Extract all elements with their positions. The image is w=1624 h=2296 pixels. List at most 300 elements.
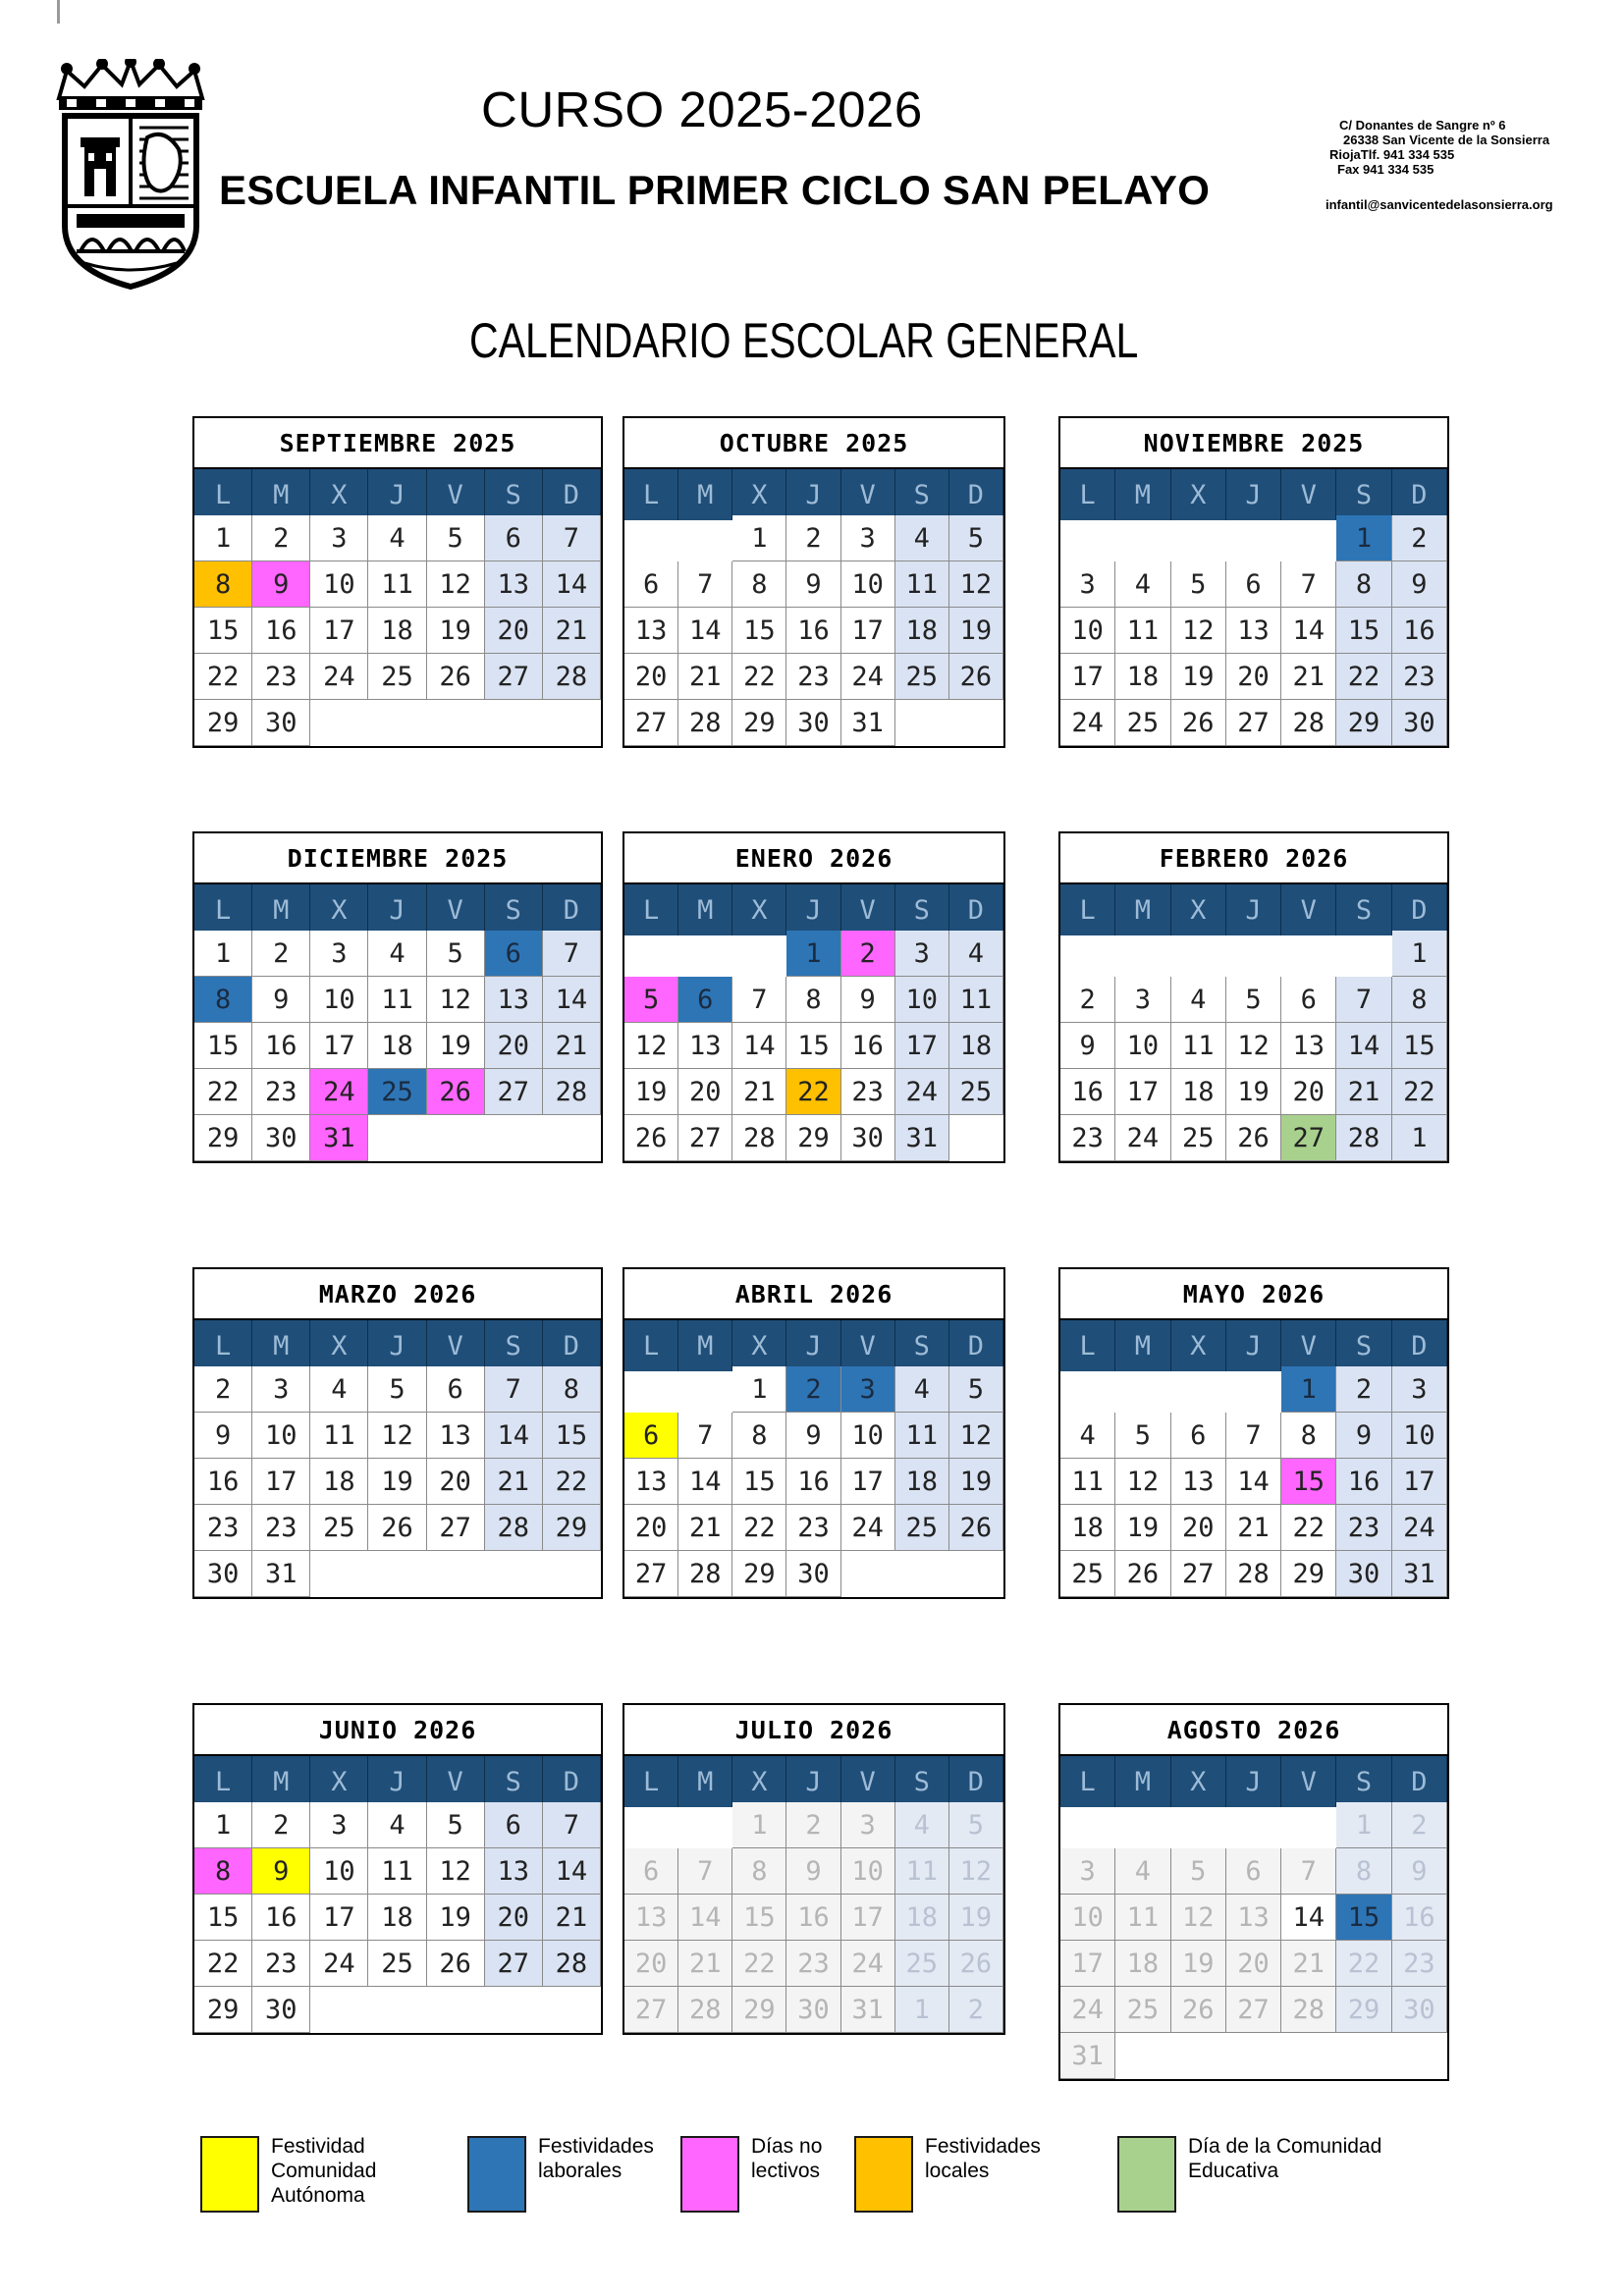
- day-cell: 26: [949, 1505, 1003, 1551]
- day-cell: 19: [1171, 654, 1226, 700]
- day-cell: 23: [1392, 1941, 1447, 1987]
- day-cell: 26: [427, 654, 485, 700]
- day-cell: 18: [1115, 1941, 1170, 1987]
- day-cell: 9: [252, 977, 310, 1023]
- day-cell: 17: [1115, 1069, 1170, 1115]
- weekday-header: X: [732, 1756, 786, 1807]
- day-cell: 11: [949, 977, 1003, 1023]
- weekday-header: V: [1281, 884, 1336, 935]
- day-cell: 25: [949, 1069, 1003, 1115]
- day-cell: 14: [732, 1023, 786, 1069]
- day-cell: 18: [1115, 654, 1170, 700]
- day-cell: 23: [1336, 1505, 1391, 1551]
- weekday-header: V: [1281, 1320, 1336, 1371]
- weekday-header: M: [252, 1756, 310, 1807]
- day-cell: 9: [194, 1413, 252, 1459]
- coat-of-arms-logo: [37, 59, 224, 291]
- day-cell: 1: [732, 1802, 786, 1848]
- day-cell: 1: [732, 515, 786, 561]
- empty-cell: [1171, 1366, 1226, 1413]
- empty-cell: [1281, 1802, 1336, 1848]
- weekday-header: D: [1392, 884, 1447, 935]
- weekday-header: M: [678, 469, 732, 520]
- day-cell: 30: [841, 1115, 895, 1161]
- day-cell: 28: [1281, 700, 1336, 746]
- weekday-header: D: [949, 469, 1003, 520]
- day-cell: 2: [786, 1802, 840, 1848]
- day-cell: 25: [310, 1505, 368, 1551]
- day-cell: 4: [1115, 1848, 1170, 1895]
- day-cell: 16: [786, 608, 840, 654]
- day-cell: 18: [310, 1459, 368, 1505]
- day-cell: 12: [427, 1848, 485, 1895]
- empty-cell: [624, 1802, 678, 1848]
- day-cell: 17: [1392, 1459, 1447, 1505]
- weekday-header: X: [732, 469, 786, 520]
- contact-email[interactable]: infantil@sanvicentedelasonsierra.org: [1326, 197, 1553, 212]
- day-cell: 23: [786, 1941, 840, 1987]
- weekday-header: X: [310, 469, 368, 520]
- day-cell: 3: [252, 1366, 310, 1413]
- day-cell: 14: [1226, 1459, 1281, 1505]
- day-cell: 14: [543, 977, 601, 1023]
- legend-item: [200, 2136, 399, 2213]
- weekday-header: V: [427, 469, 485, 520]
- weekday-header: M: [252, 1320, 310, 1371]
- weekday-header: L: [1060, 1756, 1115, 1807]
- empty-cell: [1060, 1366, 1115, 1413]
- day-cell: 29: [732, 1551, 786, 1597]
- legend-item: [854, 2136, 1053, 2213]
- day-cell: 8: [194, 1848, 252, 1895]
- day-cell: 15: [732, 1895, 786, 1941]
- day-cell: 1: [194, 1802, 252, 1848]
- month-title: JULIO 2026: [624, 1705, 1003, 1756]
- day-cell: 30: [786, 700, 840, 746]
- day-cell: 23: [786, 654, 840, 700]
- day-cell: 12: [427, 561, 485, 608]
- empty-cell: [732, 931, 786, 977]
- day-cell: 26: [368, 1505, 426, 1551]
- day-cell: 12: [368, 1413, 426, 1459]
- day-cell: 14: [678, 608, 732, 654]
- day-cell: 26: [1171, 700, 1226, 746]
- legend-swatch: [680, 2136, 739, 2213]
- day-cell: 23: [786, 1505, 840, 1551]
- day-cell: 6: [624, 561, 678, 608]
- legend-item: [467, 2136, 666, 2213]
- day-cell: 5: [949, 1802, 1003, 1848]
- day-cell: 5: [1115, 1413, 1170, 1459]
- day-cell: 27: [485, 654, 543, 700]
- day-cell: 24: [310, 654, 368, 700]
- weekday-header: M: [1115, 1756, 1170, 1807]
- day-cell: 13: [624, 1895, 678, 1941]
- day-cell: 2: [252, 1802, 310, 1848]
- weekday-header: X: [732, 884, 786, 935]
- day-cell: 8: [1392, 977, 1447, 1023]
- day-cell: 8: [732, 1413, 786, 1459]
- day-cell: 16: [786, 1459, 840, 1505]
- weekday-header: J: [786, 1320, 840, 1371]
- day-cell: 31: [252, 1551, 310, 1597]
- day-cell: 29: [1336, 1987, 1391, 2033]
- day-cell: 21: [678, 1941, 732, 1987]
- day-cell: 10: [1060, 608, 1115, 654]
- day-cell: 14: [678, 1459, 732, 1505]
- day-cell: 26: [949, 1941, 1003, 1987]
- empty-cell: [678, 931, 732, 977]
- day-cell: 23: [252, 654, 310, 700]
- legend-swatch: [200, 2136, 259, 2213]
- day-cell: 10: [310, 561, 368, 608]
- day-cell: 22: [194, 1069, 252, 1115]
- day-cell: 2: [841, 931, 895, 977]
- legend-item: [680, 2136, 879, 2213]
- day-cell: 21: [543, 1023, 601, 1069]
- day-cell: 1: [732, 1366, 786, 1413]
- empty-cell: [1115, 1366, 1170, 1413]
- day-cell: 19: [427, 1895, 485, 1941]
- day-cell: 28: [543, 654, 601, 700]
- day-cell: 13: [678, 1023, 732, 1069]
- day-cell: 24: [310, 1941, 368, 1987]
- day-cell: 23: [252, 1069, 310, 1115]
- month-title: ABRIL 2026: [624, 1269, 1003, 1320]
- day-cell: 15: [1392, 1023, 1447, 1069]
- day-cell: 11: [895, 1413, 949, 1459]
- day-cell: 30: [786, 1987, 840, 2033]
- day-cell: 26: [1226, 1115, 1281, 1161]
- month-calendar: [1058, 1703, 1449, 2081]
- day-cell: 22: [194, 654, 252, 700]
- month-calendar: [1058, 416, 1449, 748]
- month-title: NOVIEMBRE 2025: [1060, 418, 1447, 469]
- day-cell: 17: [310, 1023, 368, 1069]
- day-cell: 7: [1281, 561, 1336, 608]
- day-cell: 15: [194, 1895, 252, 1941]
- day-cell: 13: [624, 1459, 678, 1505]
- day-cell: 28: [678, 700, 732, 746]
- day-cell: 27: [1281, 1115, 1336, 1161]
- legend-swatch: [1117, 2136, 1176, 2213]
- day-cell: 1: [1336, 515, 1391, 561]
- day-cell: 21: [1281, 1941, 1336, 1987]
- day-cell: 30: [1336, 1551, 1391, 1597]
- month-calendar: [623, 416, 1005, 748]
- day-cell: 28: [1336, 1115, 1391, 1161]
- day-cell: 3: [1060, 561, 1115, 608]
- day-cell: 12: [1171, 1895, 1226, 1941]
- school-name: ESCUELA INFANTIL PRIMER CICLO SAN PELAYO: [219, 167, 1211, 213]
- empty-cell: [1115, 1802, 1170, 1848]
- day-cell: 30: [786, 1551, 840, 1597]
- empty-cell: [624, 1366, 678, 1413]
- day-cell: 29: [1336, 700, 1391, 746]
- day-cell: 27: [485, 1069, 543, 1115]
- day-cell: 27: [1226, 700, 1281, 746]
- month-title: ENERO 2026: [624, 833, 1003, 884]
- contact-town: 26338 San Vicente de la Sonsierra: [1343, 133, 1550, 147]
- day-cell: 6: [485, 1802, 543, 1848]
- day-cell: 15: [194, 1023, 252, 1069]
- day-cell: 26: [624, 1115, 678, 1161]
- weekday-header: X: [732, 1320, 786, 1371]
- day-cell: 19: [427, 1023, 485, 1069]
- day-cell: 19: [949, 1895, 1003, 1941]
- day-cell: 3: [841, 515, 895, 561]
- day-cell: 5: [427, 931, 485, 977]
- day-cell: 10: [252, 1413, 310, 1459]
- month-calendar: [192, 831, 603, 1163]
- day-cell: 5: [949, 515, 1003, 561]
- weekday-header: L: [1060, 884, 1115, 935]
- day-cell: 5: [1226, 977, 1281, 1023]
- day-cell: 20: [485, 1023, 543, 1069]
- day-cell: 5: [949, 1366, 1003, 1413]
- weekday-header: D: [543, 1320, 601, 1371]
- day-cell: 16: [1060, 1069, 1115, 1115]
- day-cell: 9: [252, 1848, 310, 1895]
- day-cell: 4: [368, 1802, 426, 1848]
- day-cell: 8: [1336, 561, 1391, 608]
- weekday-header: J: [1226, 1756, 1281, 1807]
- day-cell: 6: [624, 1848, 678, 1895]
- day-cell: 1: [1392, 931, 1447, 977]
- day-cell: 11: [368, 1848, 426, 1895]
- day-cell: 30: [1392, 700, 1447, 746]
- empty-cell: [1226, 931, 1281, 977]
- contact-info: [1326, 118, 1610, 212]
- day-cell: 6: [1281, 977, 1336, 1023]
- day-cell: 31: [841, 1987, 895, 2033]
- weekday-header: V: [427, 1756, 485, 1807]
- day-cell: 8: [194, 561, 252, 608]
- day-cell: 18: [368, 1023, 426, 1069]
- weekday-header: M: [1115, 1320, 1170, 1371]
- day-cell: 14: [1336, 1023, 1391, 1069]
- day-cell: 29: [732, 700, 786, 746]
- day-cell: 11: [895, 1848, 949, 1895]
- day-cell: 3: [841, 1802, 895, 1848]
- day-cell: 21: [1281, 654, 1336, 700]
- day-cell: 16: [252, 1023, 310, 1069]
- day-cell: 28: [1281, 1987, 1336, 2033]
- empty-cell: [1171, 1802, 1226, 1848]
- day-cell: 11: [310, 1413, 368, 1459]
- day-cell: 9: [1060, 1023, 1115, 1069]
- day-cell: 22: [1336, 1941, 1391, 1987]
- day-cell: 1: [194, 515, 252, 561]
- empty-cell: [678, 1366, 732, 1413]
- weekday-header: D: [1392, 1756, 1447, 1807]
- weekday-header: S: [895, 1756, 949, 1807]
- empty-cell: [1060, 515, 1115, 561]
- month-calendar: [623, 1703, 1005, 2035]
- day-cell: 13: [624, 608, 678, 654]
- day-cell: 15: [543, 1413, 601, 1459]
- day-cell: 10: [1060, 1895, 1115, 1941]
- day-cell: 26: [1115, 1551, 1170, 1597]
- legend-label: Festividades laborales: [538, 2135, 654, 2182]
- day-cell: 20: [1226, 654, 1281, 700]
- day-cell: 12: [1115, 1459, 1170, 1505]
- day-cell: 17: [841, 1895, 895, 1941]
- weekday-header: M: [678, 1756, 732, 1807]
- day-cell: 9: [1336, 1413, 1391, 1459]
- day-cell: 7: [543, 931, 601, 977]
- day-cell: 27: [1171, 1551, 1226, 1597]
- day-cell: 18: [368, 1895, 426, 1941]
- day-cell: 16: [786, 1895, 840, 1941]
- day-cell: 24: [895, 1069, 949, 1115]
- weekday-header: L: [624, 884, 678, 935]
- day-cell: 15: [732, 1459, 786, 1505]
- day-cell: 6: [485, 931, 543, 977]
- weekday-header: D: [543, 469, 601, 520]
- day-cell: 8: [1281, 1413, 1336, 1459]
- day-cell: 4: [949, 931, 1003, 977]
- day-cell: 13: [485, 1848, 543, 1895]
- day-cell: 17: [841, 1459, 895, 1505]
- day-cell: 31: [1060, 2033, 1115, 2079]
- day-cell: 25: [1171, 1115, 1226, 1161]
- day-cell: 18: [368, 608, 426, 654]
- day-cell: 1: [1392, 1115, 1447, 1161]
- day-cell: 30: [252, 1115, 310, 1161]
- day-cell: 2: [1060, 977, 1115, 1023]
- page-subtitle: CALENDARIO ESCOLAR GENERAL: [469, 313, 1139, 368]
- day-cell: 2: [1392, 515, 1447, 561]
- day-cell: 6: [1171, 1413, 1226, 1459]
- day-cell: 3: [310, 515, 368, 561]
- contact-fax: Fax 941 334 535: [1337, 162, 1435, 177]
- day-cell: 22: [732, 1505, 786, 1551]
- day-cell: 15: [1336, 1895, 1391, 1941]
- day-cell: 21: [1336, 1069, 1391, 1115]
- day-cell: 5: [1171, 1848, 1226, 1895]
- day-cell: 11: [1171, 1023, 1226, 1069]
- day-cell: 28: [1226, 1551, 1281, 1597]
- day-cell: 20: [427, 1459, 485, 1505]
- day-cell: 4: [1115, 561, 1170, 608]
- day-cell: 18: [895, 1459, 949, 1505]
- day-cell: 7: [678, 561, 732, 608]
- empty-cell: [1281, 931, 1336, 977]
- day-cell: 12: [427, 977, 485, 1023]
- month-calendar: [192, 416, 603, 748]
- day-cell: 16: [252, 608, 310, 654]
- day-cell: 29: [194, 1987, 252, 2033]
- day-cell: 4: [368, 931, 426, 977]
- day-cell: 21: [732, 1069, 786, 1115]
- day-cell: 3: [895, 931, 949, 977]
- day-cell: 19: [1226, 1069, 1281, 1115]
- day-cell: 1: [895, 1987, 949, 2033]
- day-cell: 16: [1336, 1459, 1391, 1505]
- day-cell: 20: [624, 1505, 678, 1551]
- weekday-header: J: [368, 469, 426, 520]
- day-cell: 26: [427, 1941, 485, 1987]
- weekday-header: X: [1171, 884, 1226, 935]
- day-cell: 7: [732, 977, 786, 1023]
- day-cell: 7: [543, 1802, 601, 1848]
- day-cell: 8: [786, 977, 840, 1023]
- day-cell: 21: [543, 1895, 601, 1941]
- day-cell: 27: [678, 1115, 732, 1161]
- weekday-header: J: [368, 1756, 426, 1807]
- day-cell: 16: [194, 1459, 252, 1505]
- day-cell: 14: [543, 1848, 601, 1895]
- day-cell: 14: [678, 1895, 732, 1941]
- day-cell: 24: [1060, 1987, 1115, 2033]
- weekday-header: X: [310, 1756, 368, 1807]
- day-cell: 24: [841, 654, 895, 700]
- day-cell: 17: [841, 608, 895, 654]
- legend-label: Día de la Comunidad Educativa: [1188, 2135, 1382, 2182]
- day-cell: 13: [1281, 1023, 1336, 1069]
- day-cell: 7: [678, 1413, 732, 1459]
- day-cell: 11: [368, 977, 426, 1023]
- day-cell: 26: [949, 654, 1003, 700]
- day-cell: 10: [895, 977, 949, 1023]
- day-cell: 18: [1060, 1505, 1115, 1551]
- day-cell: 19: [949, 608, 1003, 654]
- day-cell: 4: [1060, 1413, 1115, 1459]
- empty-cell: [678, 1802, 732, 1848]
- empty-cell: [1060, 931, 1115, 977]
- day-cell: 3: [310, 931, 368, 977]
- empty-cell: [1226, 1366, 1281, 1413]
- day-cell: 2: [194, 1366, 252, 1413]
- day-cell: 9: [1392, 561, 1447, 608]
- day-cell: 22: [543, 1459, 601, 1505]
- day-cell: 3: [1060, 1848, 1115, 1895]
- day-cell: 6: [624, 1413, 678, 1459]
- weekday-header: M: [678, 1320, 732, 1371]
- day-cell: 23: [1060, 1115, 1115, 1161]
- day-cell: 14: [543, 561, 601, 608]
- weekday-header: D: [1392, 1320, 1447, 1371]
- day-cell: 2: [252, 515, 310, 561]
- day-cell: 7: [1226, 1413, 1281, 1459]
- day-cell: 1: [786, 931, 840, 977]
- day-cell: 28: [543, 1069, 601, 1115]
- weekday-header: J: [1226, 884, 1281, 935]
- day-cell: 30: [1392, 1987, 1447, 2033]
- day-cell: 4: [310, 1366, 368, 1413]
- month-calendar: [192, 1267, 603, 1599]
- day-cell: 23: [252, 1505, 310, 1551]
- day-cell: 19: [949, 1459, 1003, 1505]
- day-cell: 30: [252, 700, 310, 746]
- weekday-header: V: [841, 1756, 895, 1807]
- legend-label: Días no lectivos: [751, 2135, 823, 2182]
- empty-cell: [1115, 515, 1170, 561]
- day-cell: 31: [1392, 1551, 1447, 1597]
- day-cell: 20: [678, 1069, 732, 1115]
- weekday-header: S: [895, 1320, 949, 1371]
- weekday-header: L: [624, 1756, 678, 1807]
- day-cell: 12: [949, 1848, 1003, 1895]
- day-cell: 17: [1060, 654, 1115, 700]
- day-cell: 29: [1281, 1551, 1336, 1597]
- day-cell: 10: [841, 1848, 895, 1895]
- day-cell: 12: [949, 561, 1003, 608]
- day-cell: 17: [310, 1895, 368, 1941]
- legend-label: Festividades locales: [925, 2135, 1041, 2182]
- weekday-header: X: [1171, 1756, 1226, 1807]
